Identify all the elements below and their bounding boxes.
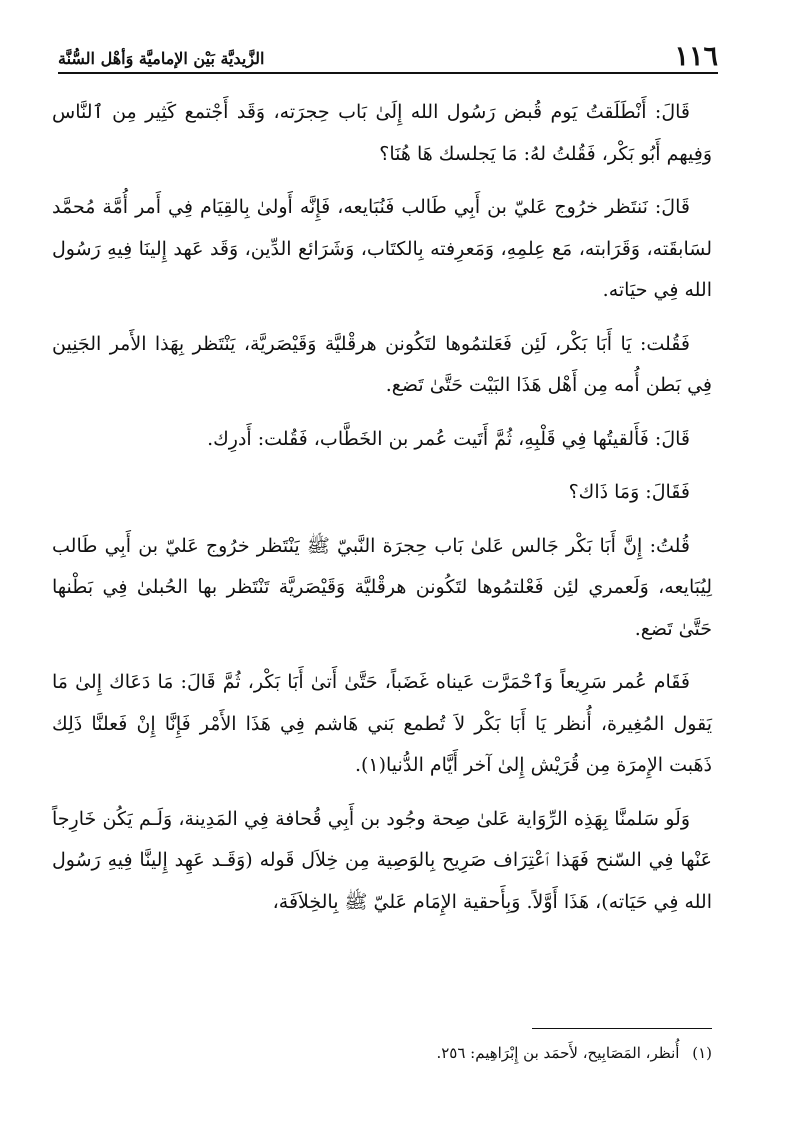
running-title: الزَّيديَّة بَيْن الإماميَّة وَأهْل السُّنَّة <box>58 49 265 68</box>
footnote-marker: (١) <box>692 1044 712 1062</box>
paragraph-5: فَقَالَ: وَمَا ذَاك؟ <box>568 481 690 503</box>
page-number: ١١٦ <box>674 41 718 72</box>
paragraph-2: قَالَ: نَنتَظر خرُوج عَليّ بن أَبِي طَالب فَنُبَايعه، فَإِنَّه أَولىٰ بِالقِيَام فِي أَمر أُمَّة مُحمَّد لسَابقَته، وَقَرَابته، مَع عِلمِهِ، وَمَعرِفته بِالكتَاب، وَشَرَائع الدِّين، وَقَد عَهد إِلينَا فِيهِ رَسُول الله فِي حيَاته. <box>52 196 712 301</box>
paragraph-4: قَالَ: فَأَلقيتُها فِي قَلْبِهِ، ثُمَّ أَتَيت عُمر بن الخَطَّاب، فَقُلت: أَدرِك. <box>207 427 690 450</box>
page-header <box>58 30 718 70</box>
paragraph-8: وَلَو سَلمنَّا بِهَذِه الرِّوَاية عَلىٰ صِحة وجُود بن أَبِي قُحافة فِي المَدِينة، وَلَـم يَكُن خَارِجاً عَنْها فِي السّنح فَهَذا ٱعْتِرَاف صَرِيح بِالوَصِية مِن خِلاَل قَوله (وَقَـد عَهِد إِلينَّا فِيهِ رَسُول الله فِي حَيَاته)، هَذَا أَوَّلاً. وَبِأَحقية الإِمَام عَليّ ﷺ بِالخِلاَفَة، <box>52 807 712 913</box>
header-divider <box>58 72 718 74</box>
paragraph-3: فَقُلت: يَا أَبَا بَكْر، لَئِن فَعَلتمُوها لتَكُونن هرقْليَّة وَقَيْصَريَّة، يَنْتَظر بِهَذا الأَمر الجَنِين فِي بَطن أُمه مِن أَهْل هَذَا البَيْت حَتَّىٰ تَضع. <box>52 332 712 396</box>
paragraph-7: فَقَام عُمر سَرِيعاً وَٱحْمَرَّت عَيناه غَضَباً، حَتَّىٰ أَتىٰ أَبَا بَكْر، ثُمَّ قَالَ: مَا دَعَاك إِلىٰ مَا يَقول المُغِيرة، أُنظر يَا أَبَا بَكْر لاَ تُطمع بَني هَاشم فِي هَذَا الأَمْر فَإِنَّا إِنْ فَعلنَّا ذَلِك ذَهَبت الإِمرَة مِن قُرَيْش إِلىٰ آخر أَيَّام الدُّنيا(١). <box>52 671 712 776</box>
paragraph-6: قُلتُ: إِنَّ أَبَا بَكْر جَالس عَلىٰ بَاب حِجرَة النَّبيّ ﷺ يَنْتَظر خرُوج عَليّ بن أَبِي طَالب لِيُبَايعه، وَلَعمري لئِن فَعْلتمُوها لتَكُونن هرقْليَّة وَقَيْصَريَّة تَنْتَظر بها الحُبلىٰ فِي بَطْنها حَتَّىٰ تَضع. <box>52 534 712 640</box>
footnote <box>52 1042 712 1064</box>
footnote-text: أُنظر، المَصَابِيح، لأَحمَد بن إِبْرَاهِيم: ٢٥٦. <box>436 1044 680 1062</box>
footnote-divider <box>532 1028 712 1029</box>
paragraph-1: قَالَ: أَنْطَلَقتُ يَوم قُبض رَسُول الله إِلَىٰ بَاب حِجرَته، وَقَد أَجْتمع كَثِير مِن ٱلنَّاس وَفِيهم أَبُو بَكْر، فَقُلتُ لهُ: مَا يَجلسك هَا هُنَا؟ <box>52 101 712 165</box>
body-text <box>52 92 712 935</box>
